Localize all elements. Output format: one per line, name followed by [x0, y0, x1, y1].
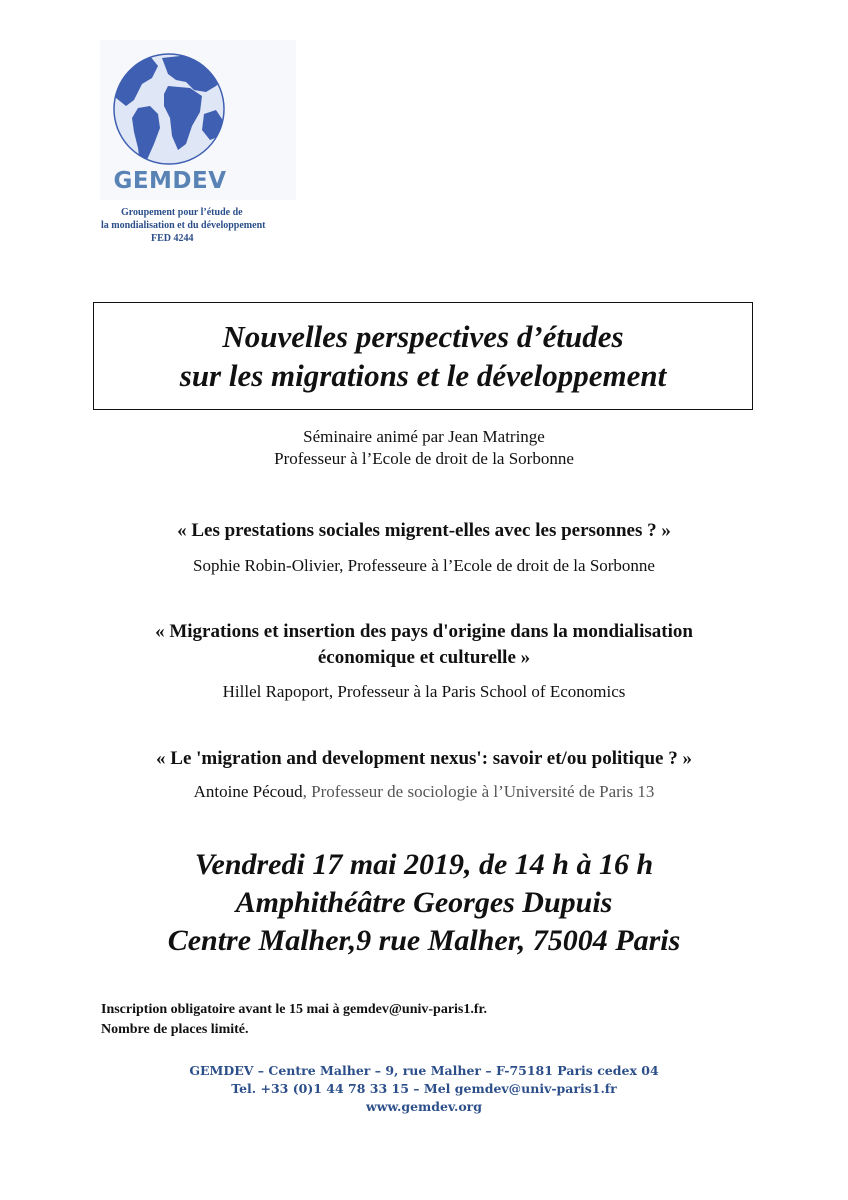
talk-1	[0, 518, 848, 577]
talk-speaker	[0, 781, 848, 803]
event-details	[0, 846, 848, 960]
seminar-info	[0, 426, 848, 470]
speaker-name: Antoine Pécoud	[193, 782, 303, 801]
seminar-host: Séminaire animé par Jean Matringe	[303, 427, 545, 446]
globe-icon	[112, 52, 227, 167]
talk-speaker: Hillel Rapoport, Professeur à la Paris School of Economics	[222, 682, 626, 701]
title-line-2: sur les migrations et le développement	[179, 358, 667, 393]
talk-title: « Les prestations sociales migrent-elles avec les personnes ? »	[177, 520, 671, 541]
caption-line: la mondialisation et du développement	[101, 220, 266, 231]
caption-line: FED 4244	[151, 233, 194, 244]
footer-website[interactable]: www.gemdev.org	[365, 1099, 482, 1114]
seats-note: Nombre de places limité.	[101, 1022, 249, 1037]
registration-notes	[101, 1000, 487, 1040]
footer	[0, 1062, 848, 1116]
caption-line: Groupement pour l’étude de	[121, 207, 243, 218]
talk-title: « Migrations et insertion des pays d'origine dans la mondialisation	[155, 621, 693, 642]
talk-title: « Le 'migration and development nexus': savoir et/ou politique ? »	[156, 748, 692, 769]
talk-2	[0, 619, 848, 703]
footer-contact: Tel. +33 (0)1 44 78 33 15 – Mel gemdev@univ-paris1.fr	[231, 1081, 617, 1096]
talk-speaker: Sophie Robin-Olivier, Professeure à l’Ecole de droit de la Sorbonne	[193, 556, 655, 575]
talk-title: économique et culturelle »	[317, 647, 531, 668]
footer-address: GEMDEV – Centre Malher – 9, rue Malher – F-75181 Paris cedex 04	[189, 1063, 659, 1078]
brand-name: GEMDEV	[113, 168, 227, 194]
speaker-affiliation: , Professeur de sociologie à l’Université de Paris 13	[302, 782, 655, 801]
event-address: Centre Malher,9 rue Malher, 75004 Paris	[167, 924, 681, 957]
registration-note: Inscription obligatoire avant le 15 mai à gemdev@univ-paris1.fr.	[101, 1002, 487, 1017]
talk-3	[0, 746, 848, 803]
seminar-host-title: Professeur à l’Ecole de droit de la Sorbonne	[274, 449, 574, 468]
event-venue: Amphithéâtre Georges Dupuis	[235, 886, 613, 919]
title-box	[93, 302, 753, 410]
event-date: Vendredi 17 mai 2019, de 14 h à 16 h	[194, 848, 654, 881]
logo-caption	[100, 206, 300, 245]
title-line-1: Nouvelles perspectives d’études	[222, 319, 624, 354]
